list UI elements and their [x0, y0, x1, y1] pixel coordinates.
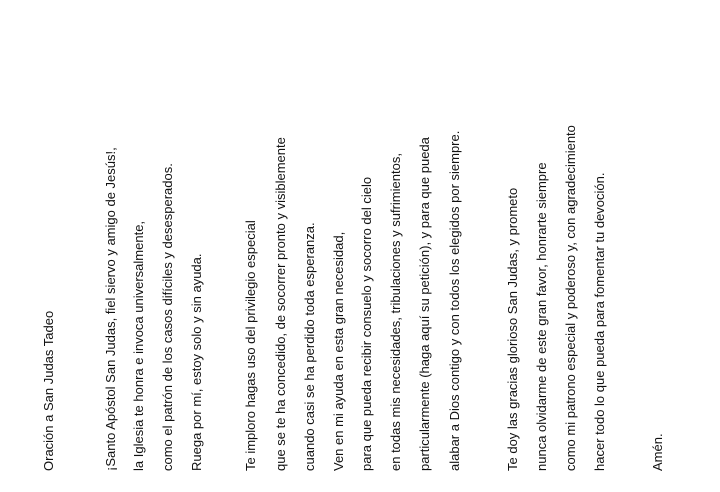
paragraph-2-line-1: Te imploro hagas uso del privilegio especial	[243, 220, 258, 471]
paragraph-1-line-2: la Iglesia te honra e invoca universalmente,	[131, 220, 146, 471]
paragraph-2-line-2: que se te ha concedido, de socorrer pronto y visiblemente	[273, 137, 288, 471]
paragraph-2-line-3: cuando casi se ha perdido toda esperanza.	[302, 222, 317, 471]
paragraph-1-line-3: como el patrón de los casos difíciles y desesperados.	[160, 163, 175, 471]
document-title: Oración a San Judas Tadeo	[41, 310, 56, 471]
paragraph-3-line-3: como mi patrono especial y poderoso y, con agradecimiento	[563, 125, 578, 471]
paragraph-3-line-4: hacer todo lo que pueda para fomentar tu devoción.	[592, 172, 607, 471]
paragraph-2-line-4: Ven en mi ayuda en esta gran necesidad,	[331, 231, 346, 471]
paragraph-3-line-2: nunca olvidarme de este gran favor, honrarte siempre	[534, 162, 549, 471]
paragraph-3-line-1: Te doy las gracias glorioso San Judas, y prometo	[505, 187, 520, 471]
paragraph-2-line-5: para que pueda recibir consuelo y socorro del cielo	[359, 176, 374, 471]
paragraph-2-line-7: particularmente (haga aquí su petición), y para que pueda	[417, 137, 432, 471]
paragraph-1-line-1: ¡Santo Apóstol San Judas, fiel siervo y amigo de Jesús!,	[103, 147, 118, 471]
paragraph-1-line-4: Ruega por mí, estoy solo y sin ayuda.	[189, 253, 204, 471]
closing-amen: Amén.	[650, 433, 665, 471]
paragraph-2-line-8: alabar a Dios contigo y con todos los elegidos por siempre.	[447, 130, 462, 471]
paragraph-2-line-6: en todas mis necesidades, tribulaciones y sufrimientos,	[388, 153, 403, 471]
